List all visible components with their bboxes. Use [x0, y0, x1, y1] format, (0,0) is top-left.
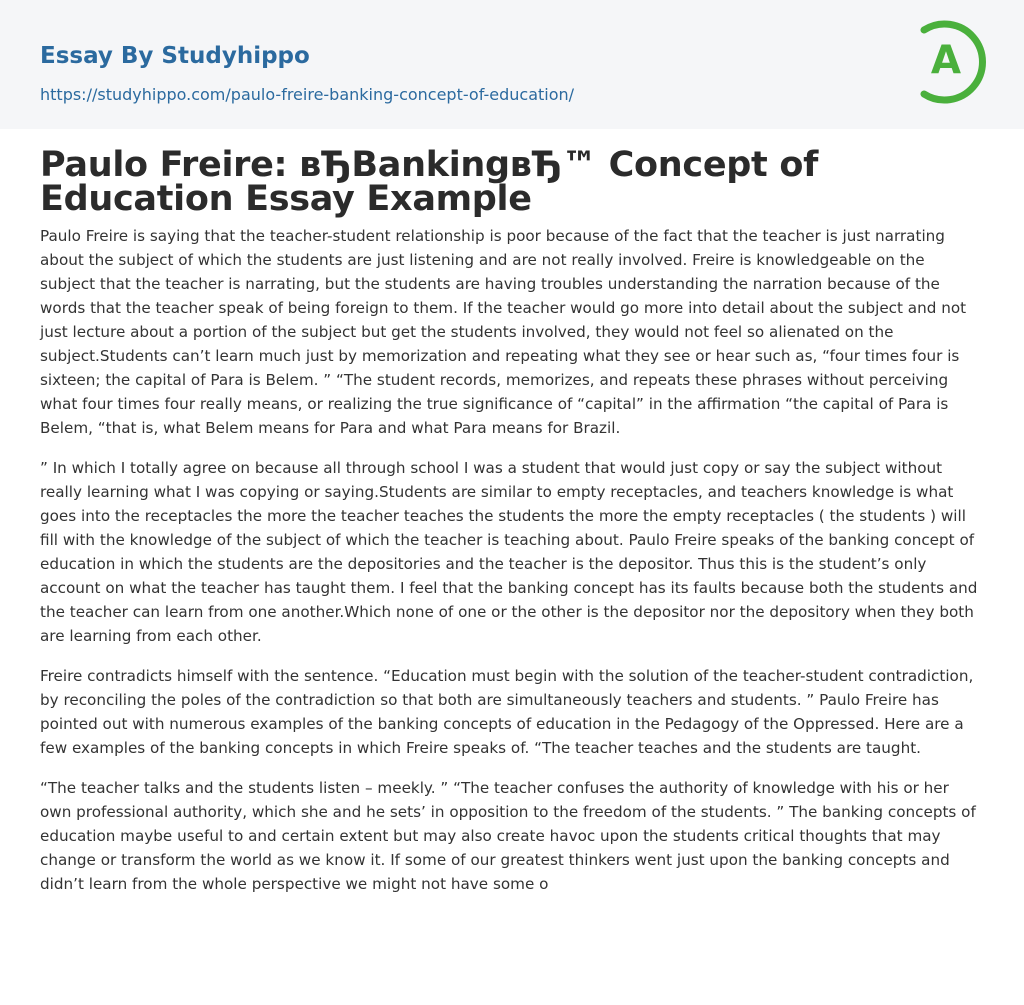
- article-paragraph: Paulo Freire is saying that the teacher-student relationship is poor because of the fact that the teacher is just narrating about the subject of which the students are just listening and are not really involved. Freire is knowledgeable on the subject that the teacher is narrating, but the students are having troubles understanding the narration because of the words that the teacher speak of being foreign to them. If the teacher would go more into detail about the subject and not just lecture about a portion of the subject but get the students involved, they would not feel so alienated on the subject.Students can’t learn much just by memorization and repeating what they see or hear such as, “four times four is sixteen; the capital of Para is Belem. ” “The student records, memorizes, and repeats these phrases without perceiving what four times four really means, or realizing the true significance of “capital” in the affirmation “the capital of Para is Belem, “that is, what Belem means for Para and what Para means for Brazil.: [40, 227, 967, 437]
- page-url-link[interactable]: https://studyhippo.com/paulo-freire-banking-concept-of-education/: [40, 85, 575, 104]
- article-paragraph: “The teacher talks and the students listen – meekly. ” “The teacher confuses the authority of knowledge with his or her own professional authority, which she and he sets’ in opposition to the freedom of the students. ” The banking concepts of education maybe useful to and certain extent but may also create havoc upon the students critical thoughts that may change or transform the world as we know it. If some of our greatest thinkers went just upon the banking concepts and didn’t learn from the whole perspective we might not have some o: [40, 779, 976, 893]
- site-header: [0, 0, 1024, 129]
- logo-letter: A: [930, 38, 962, 83]
- site-brand[interactable]: Essay By Studyhippo: [40, 43, 310, 69]
- article: [0, 129, 1024, 896]
- article-title: Paulo Freire: вЂBankingвЂ™ Concept of Education Essay Example: [40, 145, 819, 219]
- studyhippo-logo[interactable]: [916, 19, 986, 105]
- article-paragraph: Freire contradicts himself with the sentence. “Education must begin with the solution of the teacher-student contradiction, by reconciling the poles of the contradiction so that both are simultaneously teachers and students. ” Paulo Freire has pointed out with numerous examples of the banking concepts of education in the Pedagogy of the Oppressed. Here are a few examples of the banking concepts in which Freire speaks of. “The teacher teaches and the students are taught.: [40, 667, 974, 757]
- article-paragraph: ” In which I totally agree on because all through school I was a student that would just copy or say the subject without really learning what I was copying or saying.Students are similar to empty receptacles, and teachers knowledge is what goes into the receptacles the more the teacher teaches the students the more the empty receptacles ( the students ) will fill with the knowledge of the subject of which the teacher is teaching about. Paulo Freire speaks of the banking concept of education in which the students are the depositories and the teacher is the depositor. Thus this is the student’s only account on what the teacher has taught them. I feel that the banking concept has its faults because both the students and the teacher can learn from one another.Which none of one or the other is the depositor nor the depository when they both are learning from each other.: [40, 459, 978, 645]
